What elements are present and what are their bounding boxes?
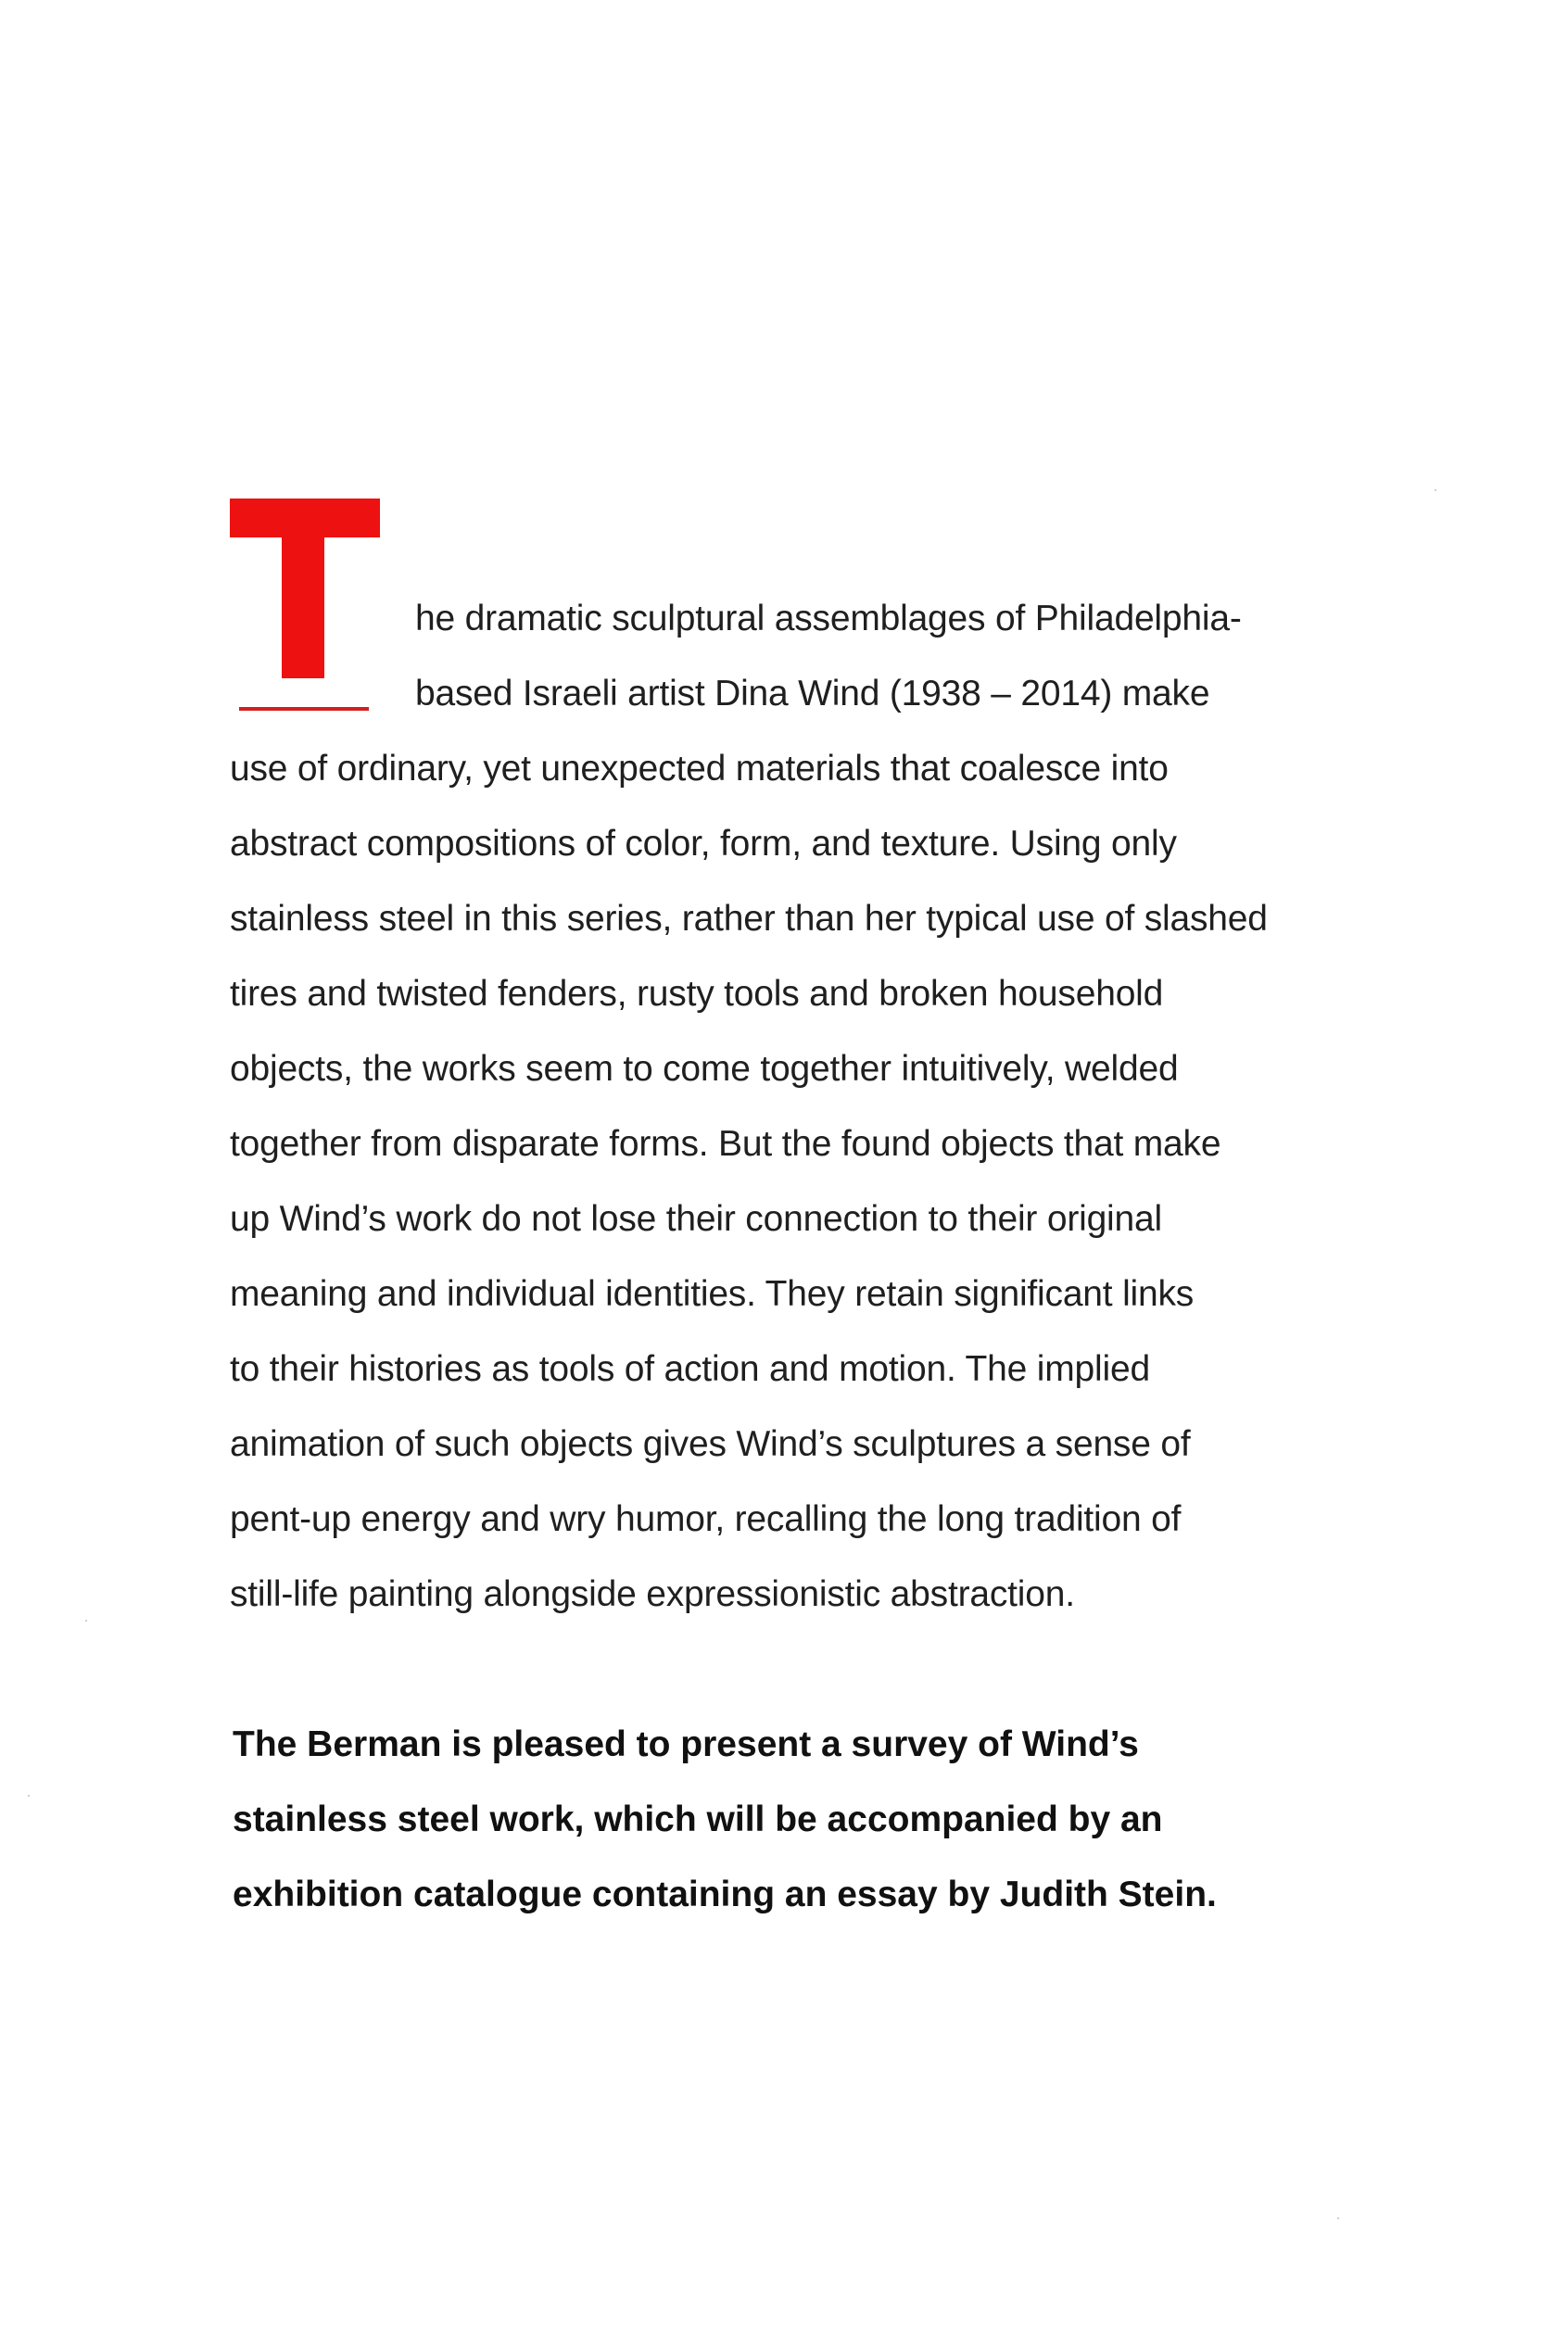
body-text-line: he dramatic sculptural assemblages of Philadelphia- xyxy=(415,599,1242,638)
scan-speck xyxy=(1337,2217,1339,2219)
body-text-line: up Wind’s work do not lose their connection to their original xyxy=(230,1199,1162,1239)
closing-text-line: exhibition catalogue containing an essay by Judith Stein. xyxy=(233,1875,1217,1914)
drop-cap-underline xyxy=(239,707,369,711)
body-text-line: meaning and individual identities. They retain significant links xyxy=(230,1274,1195,1314)
body-text-line: abstract compositions of color, form, and texture. Using only xyxy=(230,824,1177,864)
body-text-line: to their histories as tools of action and motion. The implied xyxy=(230,1349,1150,1389)
body-text-line: animation of such objects gives Wind’s sculptures a sense of xyxy=(230,1424,1191,1464)
body-text-line: pent-up energy and wry humor, recalling the long tradition of xyxy=(230,1499,1182,1539)
body-text-line: objects, the works seem to come together intuitively, welded xyxy=(230,1049,1179,1089)
body-text-line: tires and twisted fenders, rusty tools and broken household xyxy=(230,974,1164,1014)
scan-speck xyxy=(1435,489,1436,491)
closing-text-line: stainless steel work, which will be accompanied by an xyxy=(233,1799,1163,1839)
scan-speck xyxy=(28,1795,30,1797)
body-text-line: stainless steel in this series, rather than her typical use of slashed xyxy=(230,899,1268,939)
drop-cap-stem xyxy=(282,499,324,678)
scan-speck xyxy=(85,1620,87,1622)
closing-text-line: The Berman is pleased to present a survey of Wind’s xyxy=(233,1724,1139,1764)
body-text-line: together from disparate forms. But the found objects that make xyxy=(230,1124,1221,1164)
drop-cap xyxy=(230,499,380,715)
body-text-line: based Israeli artist Dina Wind (1938 – 2014) make xyxy=(415,674,1210,713)
body-text-line: use of ordinary, yet unexpected materials that coalesce into xyxy=(230,749,1169,789)
body-text-line: still-life painting alongside expressionistic abstraction. xyxy=(230,1574,1075,1614)
